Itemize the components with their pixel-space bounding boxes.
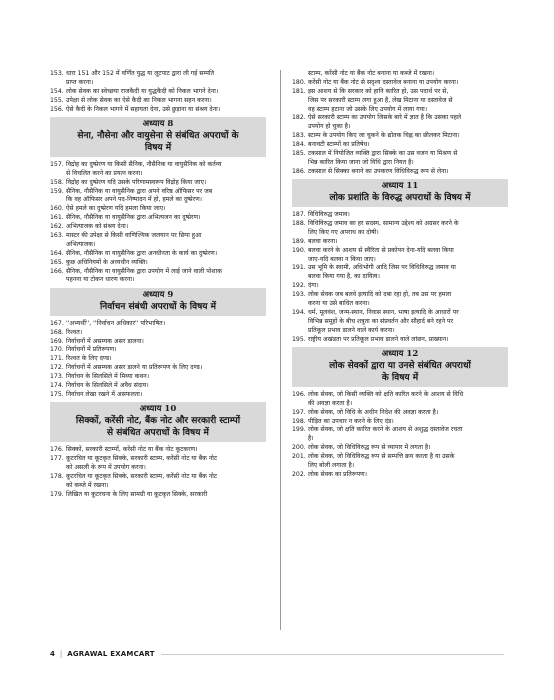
- section-list: [50, 161, 266, 285]
- section-item: [292, 79, 508, 87]
- section-number: 165.: [50, 258, 64, 266]
- section-item: [50, 355, 266, 363]
- section-text-continuation: लिए बोली लगाता है।: [308, 461, 355, 469]
- section-item: [292, 264, 508, 272]
- chapter-title: अध्याय 10: [139, 404, 177, 415]
- section-number: 167.: [50, 319, 64, 327]
- section-number: 182.: [292, 114, 306, 122]
- section-text: इस आशय से कि सरकार को हानि कारित हो, उस पदार्थ पर से,: [308, 87, 449, 95]
- section-item: [292, 141, 508, 149]
- section-text: कुछ अधिनियमों के अध्यधीन व्यक्ति।: [66, 258, 148, 266]
- section-text-continuation: अभित्याजक।: [66, 240, 96, 248]
- section-number: 188.: [292, 219, 306, 227]
- section-text: टकसाल से सिक्का बनाने का उपकरण विधिविरुद्ध रूप से लेना।: [308, 167, 449, 175]
- section-number: 186.: [292, 167, 306, 175]
- section-text: बलवा करना।: [308, 237, 338, 245]
- chapter-12-heading: [292, 347, 508, 387]
- section-text: उपेक्षा से लोक सेवक का ऐसे कैदी का निकल भागना सहन करना।: [66, 96, 212, 104]
- section-list: [50, 320, 266, 399]
- section-number: [292, 70, 308, 78]
- section-text-continuation: से विचलित करने का प्रयत्न करना।: [66, 169, 143, 177]
- section-number: 179.: [50, 490, 64, 498]
- section-item: [292, 309, 508, 317]
- section-number: 157.: [50, 160, 64, 168]
- section-item: [50, 491, 266, 499]
- section-item: [50, 455, 266, 463]
- section-item: [50, 232, 266, 240]
- section-number: 194.: [292, 308, 306, 316]
- section-item: [292, 88, 508, 96]
- section-item: [50, 179, 266, 187]
- section-item: [292, 132, 508, 140]
- section-number: 154.: [50, 87, 64, 95]
- section-item: [50, 373, 266, 381]
- column-divider: [280, 70, 281, 630]
- chapter-subtitle-line: लोक सेवकों द्वारा या उनसे संबंधित अपराधों: [329, 360, 471, 371]
- section-item: [50, 70, 266, 78]
- section-text: लोक सेवक, जो किसी व्यक्ति को क्षति कारित करने के आशय से विधि: [308, 390, 464, 398]
- section-text: निर्वाचन लेखा रखने में असफलता।: [66, 390, 143, 398]
- section-text-continuation: करना या उसे बाधित करना।: [308, 300, 370, 307]
- section-number: 175.: [50, 390, 64, 398]
- section-item: [292, 391, 508, 399]
- section-text: ''अभ्यर्थी'', ''निर्वाचन अधिकार'' परिभाषित।: [66, 319, 166, 327]
- section-text: लोक सेवक, जो क्षति कारित करने के आशय से अशुद्ध दस्तावेज रचता: [308, 426, 463, 434]
- section-number: 184.: [292, 141, 306, 149]
- section-number: 185.: [292, 150, 306, 158]
- section-number: 176.: [50, 446, 64, 454]
- section-number: 168.: [50, 328, 64, 336]
- section-text-continuation: जिस पर सरकारी स्टाम्प लगा हुआ है, लेख मिटाना या दस्तावेज से: [308, 96, 453, 104]
- section-text: कूटरचित या कूटकृत सिक्के, सरकारी स्टाम्प, करेंसी नोट या बैंक नोट: [66, 472, 217, 480]
- section-text: निर्वाचनों में प्रतिरूपण।: [66, 346, 117, 354]
- section-text-continuation: प्रतिकूल प्रभाव डालने वाले कार्य करना।: [308, 326, 395, 334]
- section-text: टकसाल में नियोजित व्यक्ति द्वारा सिक्के का उस वजन या मिश्रण से: [308, 150, 458, 158]
- section-number: 183.: [292, 132, 306, 140]
- section-text: ऐसे सरकारी स्टाम्प का उपयोग जिसके बारे में ज्ञात है कि उसका पहले: [308, 114, 462, 122]
- section-number: 159.: [50, 187, 64, 195]
- chapter-subtitle-line: के विषय में: [381, 372, 419, 383]
- section-text: स्टाम्प, करेंसी नोट या बैंक नोट बनाना या कब्जे में रखना।: [308, 70, 435, 77]
- section-text: लिखित या कूटरचना के लिए सामग्री या कूटकृत सिक्के, सरकारी: [66, 490, 208, 498]
- section-number: 197.: [292, 408, 306, 416]
- section-text: निर्वाचन के सिलसिले में मिथ्या कथन।: [66, 373, 150, 381]
- section-number: 193.: [292, 291, 306, 299]
- section-item: [50, 259, 266, 267]
- section-number: 200.: [292, 444, 306, 452]
- section-number: 180.: [292, 78, 306, 86]
- section-text: राष्ट्रीय अखंडता पर प्रतिकूल प्रभाव डालने वाले लांछन, प्राख्यान।: [308, 335, 449, 343]
- section-item: [292, 409, 508, 417]
- section-text: बलवा करने के आशय से स्वैरिता से प्रकोपन देना-यदि बलवा किया: [308, 246, 454, 254]
- section-item: [50, 161, 266, 169]
- section-list: [50, 70, 266, 114]
- section-text-continuation: लिए किए गए अपराध का दोषी।: [308, 228, 379, 236]
- chapter-title: अध्याय 12: [381, 348, 419, 359]
- chapter-subtitle-line: सेना, नौसेना और वायुसेना से संबंधित अपराधों के: [77, 130, 239, 141]
- section-text: कूटरचित या कूटकृत सिक्के, सरकारी स्टाम्प, करेंसी नोट या बैंक नोट: [66, 455, 217, 463]
- section-number: 160.: [50, 205, 64, 213]
- left-column: [50, 70, 266, 500]
- section-text: सैनिक, नौसैनिक या वायुसैनिक द्वारा अनधीनता के कार्य का दुष्प्रेरण।: [66, 249, 218, 257]
- section-text-continuation: है।: [308, 435, 314, 443]
- section-item: [50, 364, 266, 372]
- section-item: [292, 282, 508, 290]
- section-number: 161.: [50, 214, 64, 222]
- section-item: [292, 70, 508, 78]
- section-item: [50, 268, 266, 276]
- chapter-11-heading: [292, 179, 508, 207]
- section-number: 199.: [292, 426, 306, 434]
- section-number: 201.: [292, 453, 306, 461]
- page-footer: [50, 646, 504, 662]
- section-list: [292, 211, 508, 344]
- section-number: 162.: [50, 223, 64, 231]
- section-number: 169.: [50, 337, 64, 345]
- section-text-continuation: को कब्जे में रखना।: [66, 481, 109, 489]
- section-number: 172.: [50, 364, 64, 372]
- section-text: लोक सेवक, जो विधिविरुद्ध रूप से व्यापार में लगता है।: [308, 444, 431, 452]
- section-number: 195.: [292, 335, 306, 343]
- section-number: 191.: [292, 264, 306, 272]
- section-item: [50, 473, 266, 481]
- section-text-continuation: विभिन्न समूहों के बीच शत्रुता का संप्रवर्तन और सौहार्द बने रहने पर: [308, 317, 454, 325]
- section-text: लोक सेवक जब बलवे इत्यादि को दबा रहा हो, तब उस पर हमला: [308, 291, 452, 299]
- chapter-title: अध्याय 11: [381, 181, 419, 192]
- section-item: [292, 471, 508, 479]
- section-text: दंगा।: [308, 282, 319, 290]
- section-text-continuation: भिन्न कारित किया जाना जो विधि द्वारा नियत है।: [308, 158, 414, 166]
- section-text: रिश्वत के लिए दण्ड।: [66, 355, 112, 363]
- section-item: [50, 106, 266, 114]
- section-text: उस भूमि के स्वामी, अधिभोगी आदि जिस पर विधिविरुद्ध जमाव या: [308, 264, 456, 272]
- section-number: 196.: [292, 390, 306, 398]
- section-number: 187.: [292, 211, 306, 219]
- section-item: [292, 211, 508, 219]
- section-number: 181.: [292, 87, 306, 95]
- chapter-subtitle-line: लोक प्रशांति के विरुद्ध अपराधों के विषय में: [329, 193, 471, 204]
- chapter-subtitle-line: सिक्कों, करेंसी नोट, बैंक नोट और सरकारी स्टाम्पों: [75, 416, 241, 427]
- section-number: 153.: [50, 70, 64, 77]
- section-item: [292, 150, 508, 158]
- section-text: ऐसे हमले का दुष्प्रेरण यदि हमला किया जाए।: [66, 205, 166, 213]
- section-number: 173.: [50, 373, 64, 381]
- section-number: 174.: [50, 381, 64, 389]
- section-text: पीड़ित का उपचार न करने के लिए दंड।: [308, 417, 394, 425]
- section-item: [292, 453, 508, 461]
- section-item: [292, 291, 508, 299]
- section-item: [50, 223, 266, 231]
- section-text: करेंसी नोट या बैंक नोट से सदृश्य दस्तावेज बनाना या उपयोग करना।: [308, 78, 459, 86]
- section-text-continuation: कि वह ऑफिसर अपने पद-निष्पादन में हो, हमले का दुष्प्रेरण।: [66, 196, 203, 204]
- section-number: 190.: [292, 246, 306, 254]
- right-column: [292, 70, 508, 480]
- section-text-continuation: को असली के रूप में उपयोग करना।: [66, 463, 146, 471]
- section-item: [50, 338, 266, 346]
- section-text: मास्टर की उपेक्षा से किसी वाणिज्यिक जलयान पर छिपा हुआ: [66, 231, 202, 239]
- section-text: लोक सेवक, जो विधि के अधीन निदेश की अवज्ञा करता है।: [308, 408, 439, 416]
- section-item: [292, 220, 508, 228]
- section-number: 178.: [50, 472, 64, 480]
- section-text: विधिविरुद्ध जमाव का हर सदस्य, सामान्य उद्देश्य को अग्रसर करने के: [308, 219, 459, 227]
- section-item: [292, 247, 508, 255]
- section-text: स्टाम्प के उपयोग किए जा चुकने के द्योतक चिह्न का छीलकर मिटाना।: [308, 132, 460, 140]
- section-item: [50, 346, 266, 354]
- section-text-continuation: वह स्टाम्प हटाना जो उसके लिए उपयोग में लाया गया।: [308, 105, 428, 113]
- section-text: सैनिक, नौसैनिक या वायुसैनिक द्वारा अपने वरिष्ठ ऑफिसर पर जब: [66, 187, 213, 195]
- section-item: [292, 418, 508, 426]
- section-list: [292, 391, 508, 479]
- section-number: 156.: [50, 105, 64, 113]
- section-text: विद्रोह का दुष्प्रेरण यदि उसके परिणामस्वरूप विद्रोह किया जाए।: [66, 178, 207, 186]
- page-number: 4: [50, 650, 55, 658]
- section-item: [50, 205, 266, 213]
- chapter-9-heading: [50, 288, 266, 316]
- section-number: 177.: [50, 455, 64, 463]
- section-item: [292, 444, 508, 452]
- section-number: 158.: [50, 178, 64, 186]
- section-text: सैनिक, नौसैनिक या वायुसैनिक द्वारा उपयोग में लाई जाने वाली पोशाक: [66, 267, 222, 275]
- section-text: विद्रोह का दुष्प्रेरण या किसी सैनिक, नौसैनिक या वायुसैनिक को कर्तव्य: [66, 160, 222, 168]
- section-text: निर्वाचनों में असम्यक असर डालना।: [66, 337, 144, 345]
- section-text: निर्वाचनों में असम्यक असर डालने या प्रतिरूपण के लिए दण्ड।: [66, 364, 203, 372]
- section-text-continuation: प्राप्त करना।: [66, 78, 94, 86]
- chapter-title: अध्याय 9: [142, 289, 174, 300]
- section-number: 202.: [292, 470, 306, 478]
- section-text: बनावटी स्टाम्पों का प्रतिषेध।: [308, 141, 370, 149]
- chapter-subtitle-line: विषय में: [144, 142, 172, 153]
- publisher-brand: AGRAWAL EXAMCART: [67, 650, 155, 658]
- section-item: [292, 168, 508, 176]
- chapter-8-heading: [50, 117, 266, 157]
- section-text-continuation: बलवा किया गया है, का दायित्व।: [308, 273, 380, 281]
- section-text: धर्म, मूलवंश, जन्म-स्थान, निवास स्थान, भाषा इत्यादि के आधारों पर: [308, 308, 459, 316]
- section-text: सैनिक, नौसैनिक या वायुसैनिक द्वारा अभित्यजन का दुष्प्रेरण।: [66, 214, 201, 222]
- section-item: [292, 238, 508, 246]
- section-number: 164.: [50, 249, 64, 257]
- section-item: [50, 97, 266, 105]
- section-item: [292, 426, 508, 434]
- section-item: [50, 320, 266, 328]
- section-item: [50, 391, 266, 399]
- section-list: [50, 446, 266, 499]
- section-item: [50, 188, 266, 196]
- footer-rule: [161, 654, 504, 655]
- section-item: [50, 88, 266, 96]
- section-item: [50, 382, 266, 390]
- section-text: सिक्कों, सरकारी स्टाम्पों, करेंसी नोट या बैंक नोट कूटकरण।: [66, 446, 198, 454]
- section-number: 198.: [292, 417, 306, 425]
- section-number: 170.: [50, 346, 64, 354]
- section-item: [292, 336, 508, 344]
- chapter-subtitle-line: से संबंधित अपराधों के विषय में: [107, 428, 209, 439]
- section-number: 171.: [50, 355, 64, 363]
- section-text-continuation: पहनना या टोकन धारण करना।: [66, 276, 135, 284]
- section-number: 189.: [292, 237, 306, 245]
- section-item: [50, 214, 266, 222]
- section-text: लोक सेवक का प्रतिरूपण।: [308, 470, 367, 478]
- section-text: लोक सेवक का स्वेच्छया राजकैदी या युद्धकैदी को निकल भागने देना।: [66, 87, 219, 95]
- section-text-continuation: की अवज्ञा करता है।: [308, 399, 353, 407]
- section-text: अभित्याजक को संश्रय देना।: [66, 223, 129, 231]
- section-text: विधिविरुद्ध जमाव।: [308, 211, 350, 219]
- section-number: 166.: [50, 267, 64, 275]
- chapter-title: अध्याय 8: [142, 118, 174, 129]
- chapter-subtitle-line: निर्वाचन संबंधी अपराधों के विषय में: [99, 301, 217, 312]
- section-number: 155.: [50, 96, 64, 104]
- section-text-continuation: उपयोग हो चुका है।: [308, 123, 351, 131]
- section-text: निर्वाचन के सिलसिले में अवैध संदाय।: [66, 381, 149, 389]
- section-number: 192.: [292, 282, 306, 290]
- section-text: रिश्वत।: [66, 328, 83, 336]
- chapter-10-heading: [50, 402, 266, 442]
- section-item: [50, 446, 266, 454]
- section-item: [292, 114, 508, 122]
- section-item: [50, 329, 266, 337]
- section-list: [292, 70, 508, 176]
- section-text: लोक सेवक, जो विधिविरुद्ध रूप से सम्पत्ति क्रय करता है या उसके: [308, 453, 455, 461]
- section-text: ऐसे कैदी के निकल भागने में सहायता देना, उसे छुड़ाना या संश्रय देना।: [66, 105, 221, 113]
- section-item: [50, 250, 266, 258]
- section-text-continuation: जाए-यदि बलवा न किया जाए।: [308, 255, 376, 263]
- section-number: 163.: [50, 231, 64, 239]
- footer-separator: |: [59, 650, 63, 658]
- section-text: धारा 151 और 152 में वर्णित युद्ध या लूटपाट द्वारा ली गई सम्पति: [66, 70, 215, 77]
